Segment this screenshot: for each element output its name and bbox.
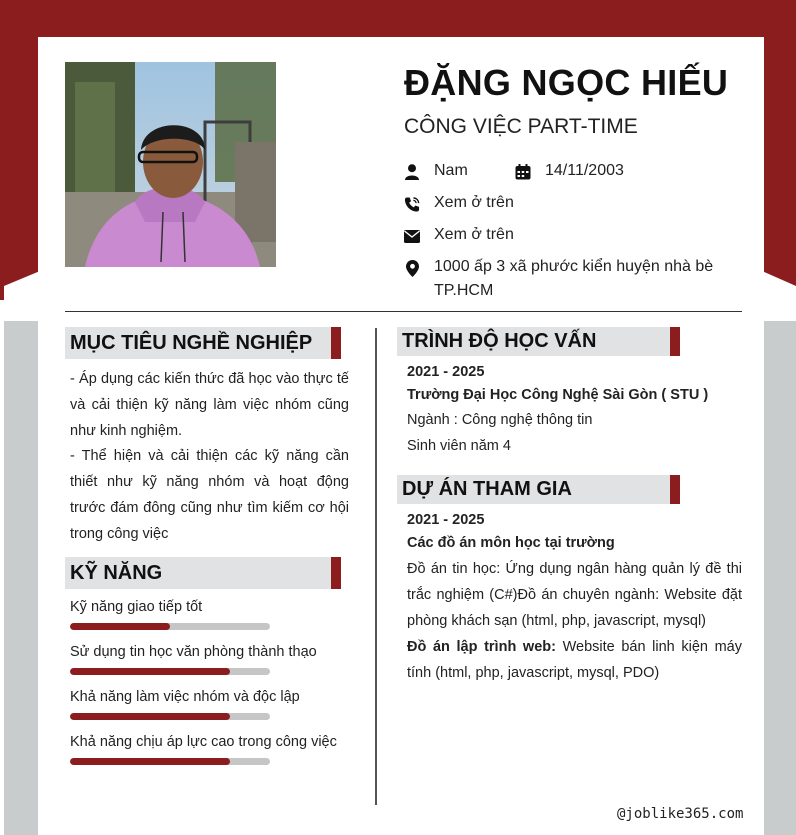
address-value: 1000 ấp 3 xã phước kiển huyện nhà bè TP.HCM <box>434 258 714 299</box>
profile-photo <box>65 62 276 267</box>
skills-heading <box>65 557 341 589</box>
skill-bar <box>70 668 270 675</box>
column-divider <box>375 328 377 805</box>
web-project-label: Đồ án lập trình web: <box>407 639 556 655</box>
skill-label: Khả năng làm việc nhóm và độc lập <box>70 689 300 705</box>
envelope-icon <box>404 227 420 245</box>
heading-accent-bar <box>331 557 341 589</box>
education-major: Ngành : Công nghệ thông tin <box>407 412 593 428</box>
skill-bar <box>70 758 270 765</box>
education-heading-text: TRÌNH ĐỘ HỌC VẤN <box>402 330 597 352</box>
side-band-right <box>764 300 796 835</box>
address-row <box>404 258 742 303</box>
phone-value: Xem ở trên <box>434 194 514 211</box>
project-title: Các đồ án môn học tại trường <box>407 535 615 551</box>
birthday-row <box>515 162 624 183</box>
candidate-name: ĐẶNG NGỌC HIẾU <box>404 62 729 103</box>
objective-heading-text: MỤC TIÊU NGHỀ NGHIỆP <box>70 331 313 354</box>
skill-bar <box>70 623 270 630</box>
projects-heading-text: DỰ ÁN THAM GIA <box>402 478 572 500</box>
education-period: 2021 - 2025 <box>407 364 485 380</box>
skill-bar-fill <box>70 623 170 630</box>
skill-bar-fill <box>70 758 230 765</box>
email-row <box>404 226 514 247</box>
skill-bar-fill <box>70 668 230 675</box>
education-heading <box>397 327 680 356</box>
heading-accent-bar <box>670 327 680 356</box>
projects-heading <box>397 475 680 504</box>
skill-bar <box>70 713 270 720</box>
objective-paragraph-2: - Thể hiện và cải thiện các kỹ năng cần thiết như kỹ năng nhóm và hoạt động trước đám đông cũng như tìm kiếm cơ hội trong công việc <box>70 448 349 542</box>
objective-paragraph-1: - Áp dụng các kiến thức đã học vào thực tế và cải thiện kỹ năng làm việc nhóm cũng như kinh nghiệm. <box>70 371 349 439</box>
phone-row <box>404 194 514 215</box>
web-project-text: Website bán linh kiện máy tính (html, php, javascript, mysql, PDO) <box>407 639 742 681</box>
objective-heading <box>65 327 341 359</box>
skill-label: Khả năng chịu áp lực cao trong công việc <box>70 734 337 750</box>
birthday-value: 14/11/2003 <box>545 162 624 179</box>
heading-accent-bar <box>670 475 680 504</box>
gender-row <box>404 162 468 183</box>
email-value: Xem ở trên <box>434 226 514 243</box>
person-icon <box>404 163 420 181</box>
header-divider <box>65 311 742 312</box>
web-project <box>407 634 742 686</box>
project-period: 2021 - 2025 <box>407 512 485 528</box>
project-description: Đồ án tin học: Ứng dụng ngân hàng quản lý đề thi trắc nghiệm (C#)Đồ án chuyên ngành: Website đặt phòng khách sạn (html, php, javascript, mysql) <box>407 561 742 629</box>
watermark: @joblike365.com <box>617 806 744 822</box>
skill-label: Sử dụng tin học văn phòng thành thạo <box>70 644 317 660</box>
side-band-left <box>4 300 38 835</box>
school-name: Trường Đại Học Công Nghệ Sài Gòn ( STU ) <box>407 387 709 403</box>
heading-accent-bar <box>331 327 341 359</box>
skills-heading-text: KỸ NĂNG <box>70 561 163 584</box>
phone-icon <box>404 195 420 213</box>
skill-label: Kỹ năng giao tiếp tốt <box>70 599 203 615</box>
gender-value: Nam <box>434 162 468 179</box>
map-pin-icon <box>404 259 420 277</box>
calendar-icon <box>515 163 531 181</box>
education-year: Sinh viên năm 4 <box>407 438 511 454</box>
skill-bar-fill <box>70 713 230 720</box>
job-position: CÔNG VIỆC PART-TIME <box>404 115 638 138</box>
